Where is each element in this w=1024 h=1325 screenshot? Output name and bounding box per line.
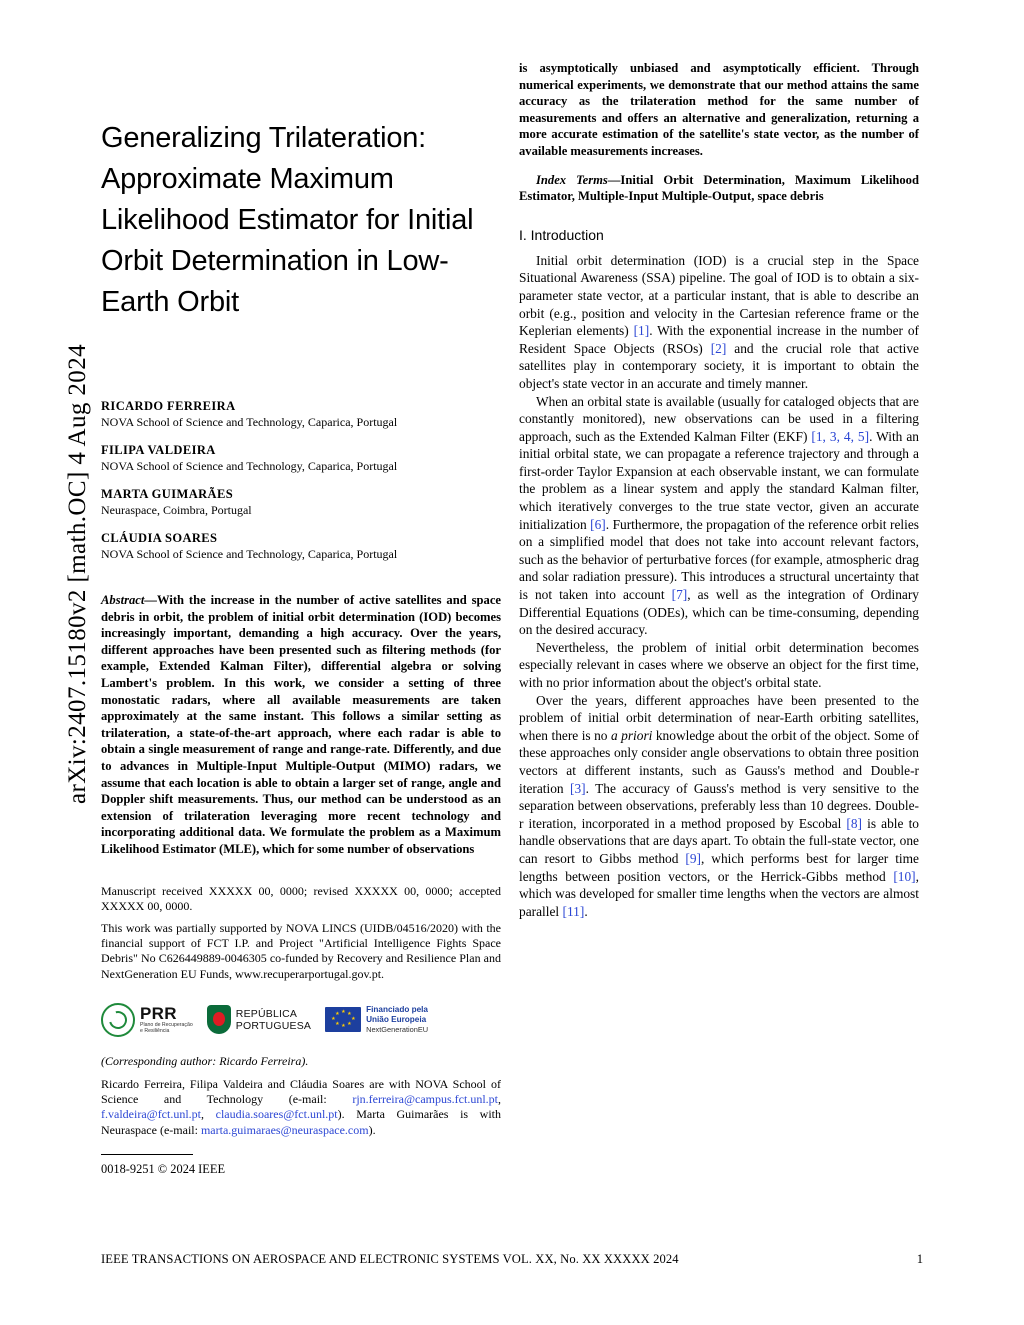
footnote-funding: This work was partially supported by NOVA LINCS (UIDB/04516/2020) with the financial support of FCT I.P. and Project "Artificial Intelligence Fights Space Debris" No C626449889-0046305 co-funded by Recovery and Resilience Plan and NextGeneration EU Funds, www.recuperarportugal.gov.pt. [101, 920, 501, 981]
abstract-lead: Abstract— [101, 593, 157, 607]
author-name: FILIPA VALDEIRA [101, 443, 216, 457]
prr-logo-sub1: Plano de Recuperação [140, 1021, 193, 1028]
footnote-manuscript: Manuscript received XXXXX 00, 0000; revised XXXXX 00, 0000; accepted XXXXX 00, 0000. [101, 883, 501, 913]
email-link-valdeira[interactable]: f.valdeira@fct.unl.pt [101, 1107, 202, 1122]
eu-line3: NextGenerationEU [366, 1024, 429, 1034]
contact-mid: ). Marta Guimarães is with Neuraspace (e-mail: [101, 1107, 502, 1137]
footnote-corresponding: (Corresponding author: Ricardo Ferreira). [101, 1053, 309, 1068]
author-affiliation: NOVA School of Science and Technology, Caparica, Portugal [101, 547, 398, 561]
eu-logo-text [366, 1005, 428, 1034]
footnote-contact: Ricardo Ferreira, Filipa Valdeira and Cláudia Soares are with NOVA School of Science and Technology (e-mail: rjn.ferreira@campus.fct.unl.pt, f.valdeira@fct.unl.pt, claudia.soares@fct.unl.pt). Marta Guimarães is with Neuraspace (e-mail: marta.guimaraes@neuraspace.com). [101, 1076, 502, 1137]
footnotes-block [101, 884, 501, 1177]
intro-paragraph-3: Nevertheless, the problem of initial orbit determination becomes especially relevant in cases where we observe an object for the first time, with no prior information about the object's orbital state. [519, 639, 919, 690]
abstract-block [101, 592, 501, 858]
author-affiliation: NOVA School of Science and Technology, Caparica, Portugal [101, 415, 398, 429]
republica-line1: REPÚBLICA [235, 1007, 298, 1020]
email-link-ferreira[interactable]: rjn.ferreira@campus.fct.unl.pt [352, 1092, 498, 1107]
author-name: CLÁUDIA SOARES [101, 531, 218, 545]
right-column [519, 60, 919, 920]
abstract-continuation: is asymptotically unbiased and asymptotically efficient. Through numerical experiments, we demonstrate that our method attains the same accuracy as the trilateration method for the same number of measurements and offers an alternative and generalization, returning a more accurate estimation of the satellite's state vector, as the number of available measurements increases. [519, 61, 919, 158]
footer-journal-line: IEEE TRANSACTIONS ON AEROSPACE AND ELECTRONIC SYSTEMS VOL. XX, No. XX XXXXX 2024 [101, 1252, 679, 1266]
author-name: RICARDO FERREIRA [101, 399, 236, 413]
left-column [101, 60, 501, 1177]
page-footer [101, 1252, 923, 1267]
abstract-text: With the increase in the number of active satellites and space debris in orbit, the problem of initial orbit determination (IOD) becomes increasingly important, demanding a high accuracy. Over the years, different approaches have been presented such as filtering methods (for example, Extended Kalman Filter), differential algebra or solving Lambert's problem. In this work, we consider a setting of three monostatic radars, where all available measurements are taken approximately at the same instant. This follows a similar setting as trilateration, a state-of-the-art approach, where each radar is able to obtain a single measurement of range and range-rate. Differently, and due to advances in Multiple-Input Multiple-Output (MIMO) radars, we assume that each location is able to obtain a larger set of range, angle and Doppler shift measurements. Thus, our method can be understood as an extension of trilateration leveraging more recent technology and incorporating additional data. We formulate the problem as a Maximum Likelihood Estimator (MLE), which for some number of observations [101, 593, 501, 856]
contact-end: ). [368, 1122, 376, 1137]
index-terms-text: Initial Orbit Determination, Maximum Likelihood Estimator, Multiple-Input Multiple-Output, space debris [519, 172, 919, 204]
european-union-logo [325, 1005, 428, 1034]
prr-logo-sub2: e Resiliência [140, 1028, 170, 1035]
prr-logo-text [140, 1005, 193, 1035]
index-terms-lead: Index Terms— [536, 172, 621, 187]
eu-line2: União Europeia [366, 1014, 427, 1024]
intro-paragraph-2: When an orbital state is available (usually for cataloged objects that are constantly monitored), new observations can be used in a filtering approach, such as the Extended Kalman Filter (EKF) [1, 3, 4, 5]. With an initial orbital state, we can propagate a reference trajectory and through a first-order Taylor Expansion at each observable instant, we can formulate the problem as a linear system and apply the standard Kalman filter, which iteratively converges to the true state vector, given an accurate initialization [6]. Furthermore, the propagation of the reference orbit relies on a simplified model that does not take into account relevant factors, such as the behavior of perturbative forces (for example, atmospheric drag and solar radiation pressure). This introduces a structural uncertainty that is not taken into account [7], as well as the integration of Ordinary Differential Equations (ODEs), which can be time-consuming, depending on the desired accuracy. [519, 393, 920, 638]
author-name: MARTA GUIMARÃES [101, 487, 234, 501]
prr-logo-title: PRR [140, 1003, 177, 1023]
eu-flag-icon: ★ ★ ★ ★ ★ ★ ★ ★ [325, 1007, 361, 1032]
eu-line1: Financiado pela [366, 1005, 428, 1015]
index-terms [519, 172, 919, 205]
funding-logos [101, 996, 501, 1044]
page-title: Generalizing Trilateration: Approximate Maximum Likelihood Estimator for Initial Orbit Determination in Low-Earth Orbit [101, 122, 474, 318]
intro-paragraph-1: Initial orbit determination (IOD) is a crucial step in the Space Situational Awareness (SSA) pipeline. The goal of IOD is to obtain a six-parameter state vector, at a particular instant, that is able to describe an orbit (e.g., position and velocity in the Cartesian reference frame or the Keplerian elements) [1]. With the exponential increase in the number of Resident Space Objects (RSOs) [2] and the crucial role that active satellites play in contemporary society, it is important to obtain the object's state vector in an accurate and timely manner. [519, 252, 919, 391]
contact-pre: Ricardo Ferreira, Filipa Valdeira and Cláudia Soares are with NOVA School of Science and Technology (e-mail: [101, 1076, 501, 1107]
footer-page-number: 1 [916, 1252, 923, 1266]
republica-portuguesa-logo [207, 1005, 311, 1034]
author-list [101, 399, 501, 562]
author-affiliation: NOVA School of Science and Technology, Caparica, Portugal [101, 459, 398, 473]
republica-logo-text [236, 1008, 311, 1032]
email-link-guimaraes[interactable]: marta.guimaraes@neuraspace.com [200, 1122, 369, 1137]
issn-divider [101, 1154, 193, 1155]
section-heading-introduction: I. Introduction [519, 226, 604, 243]
republica-line2: PORTUGUESA [235, 1019, 312, 1032]
prr-circle-icon [101, 1003, 135, 1037]
author-affiliation: Neuraspace, Coimbra, Portugal [101, 503, 252, 517]
arxiv-stamp: arXiv:2407.15180v2 [math.OC] 4 Aug 2024 [64, 344, 91, 805]
intro-paragraph-4: Over the years, different approaches have been presented to the problem of initial orbit determination of near-Earth orbiting satellites, when there is no a priori knowledge about the orbit of the object. Some of these approaches only consider angle observations to obtain three position vectors at different instants, such as Gauss's method and Double-r iteration [3]. The accuracy of Gauss's method is very sensitive to the separation between observations, preferably less than 10 degrees. Double-r iteration, incorporated in a method proposed by Escobal [8] is able to handle observations that are days apart. To obtain the full-state vector, one can resort to Gibbs method [9], which performs best for larger time lengths between position vectors, or the Herrick-Gibbs method [10], which was developed for smaller time lengths when the vectors are almost parallel [11]. [519, 692, 919, 919]
issn-line: 0018-9251 © 2024 IEEE [101, 1161, 226, 1176]
email-link-soares[interactable]: claudia.soares@fct.unl.pt [215, 1107, 338, 1122]
prr-logo [101, 1003, 193, 1037]
portugal-shield-icon [207, 1005, 231, 1034]
